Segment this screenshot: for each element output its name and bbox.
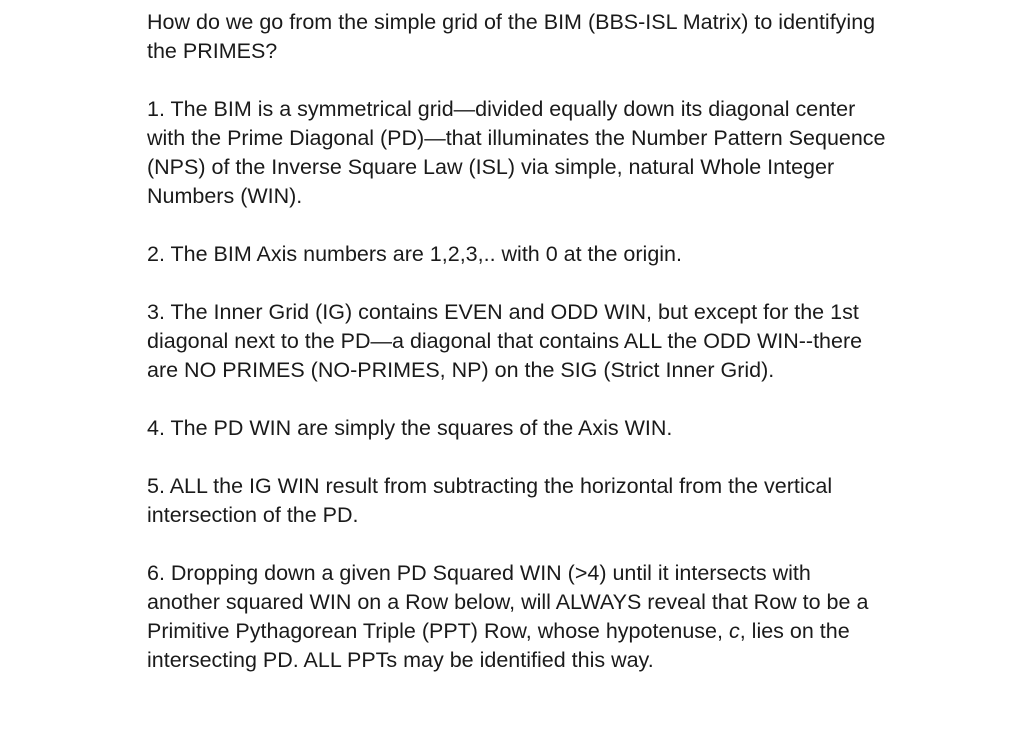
list-item-6-text-end: , lies on the intersecting PD. ALL PPTs may be identified this way. bbox=[147, 619, 850, 672]
intro-question: How do we go from the simple grid of the BIM (BBS-ISL Matrix) to identifying the PRIMES? bbox=[147, 10, 876, 63]
list-item-6 bbox=[147, 559, 887, 675]
hypotenuse-variable: c bbox=[728, 619, 740, 643]
list-item-6-text-start: 6. Dropping down a given PD Squared WIN (>4) until it intersects with another squared WIN on a Row below, will ALWAYS reveal that Row to be a Primitive Pythagorean Triple (PPT) Row, whose hypotenuse, bbox=[147, 561, 869, 643]
list-item-3: 3. The Inner Grid (IG) contains EVEN and ODD WIN, but except for the 1st diagonal next to the PD—a diagonal that contains ALL the ODD WIN--there are NO PRIMES (NO-PRIMES, NP) on the SIG (Strict Inner Grid). bbox=[147, 300, 863, 382]
list-item-1: 1. The BIM is a symmetrical grid—divided equally down its diagonal center with the Prime Diagonal (PD)—that illuminates the Number Pattern Sequence (NPS) of the Inverse Square Law (ISL) via simple, natural Whole Integer Numbers (WIN). bbox=[147, 97, 886, 208]
list-item-4: 4. The PD WIN are simply the squares of the Axis WIN. bbox=[147, 416, 673, 440]
document-body bbox=[147, 8, 887, 675]
list-item-5: 5. ALL the IG WIN result from subtracting the horizontal from the vertical intersection of the PD. bbox=[147, 474, 833, 527]
list-item-2: 2. The BIM Axis numbers are 1,2,3,.. with 0 at the origin. bbox=[147, 242, 682, 266]
